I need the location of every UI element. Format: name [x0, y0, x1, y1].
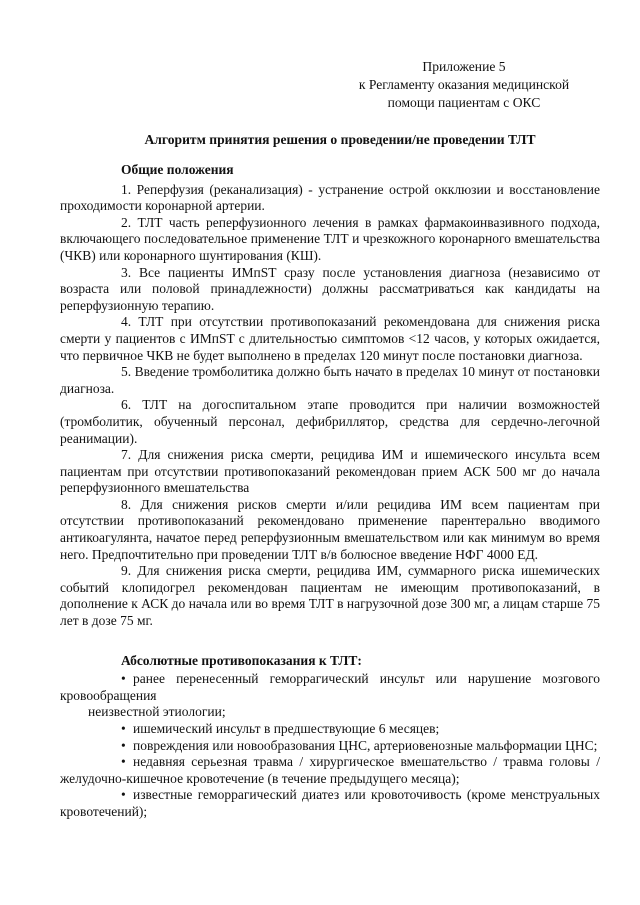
appendix-line-1: Приложение 5: [422, 59, 506, 74]
contraindication-item-4: [60, 754, 600, 787]
contraindication-item-3: [60, 738, 600, 755]
general-item-4: 4. ТЛТ при отсутствии противопоказаний рекомендована для снижения риска смерти у пациентов с ИМпST с длительностью симптомов <12 часов, у которых ожидается, что первичное ЧКВ не будет выполнено в пределах 120 минут после постановки диагноза.: [60, 314, 600, 363]
bullet-icon: •: [121, 671, 126, 687]
contraindication-item-2-text: ишемический инсульт в предшествующие 6 месяцев;: [133, 721, 440, 736]
general-provisions-heading: Общие положения: [121, 162, 234, 177]
contraindication-item-5: [60, 787, 600, 820]
contraindications-heading: Абсолютные противопоказания к ТЛТ:: [121, 652, 362, 668]
document-title: Алгоритм принятия решения о проведении/не проведении ТЛТ: [144, 132, 536, 147]
document-body: [60, 162, 600, 821]
contraindication-item-4-text: недавняя серьезная травма / хирургическое вмешательство / травма головы / желудочно-кишечное кровотечение (в течение предыдущего месяца);: [60, 754, 600, 786]
contraindication-item-1-text: ранее перенесенный геморрагический инсульт или нарушение мозгового кровообращения: [60, 671, 600, 703]
bullet-icon: •: [121, 754, 126, 770]
contraindication-item-5-text: известные геморрагический диатез или кровоточивость (кроме менструальных кровотечений);: [60, 787, 600, 819]
contraindication-item-2: [60, 721, 600, 738]
general-item-7: 7. Для снижения риска смерти, рецидива ИМ и ишемического инсульта всем пациентам при отсутствии противопоказаний рекомендован прием АСК 500 мг до начала реперфузионного вмешательства: [60, 447, 600, 496]
general-item-6: 6. ТЛТ на догоспитальном этапе проводится при наличии возможностей (тромболитик, обученный персонал, дефибриллятор, средства для сердечно-легочной реанимации).: [60, 397, 600, 446]
general-item-2: 2. ТЛТ часть реперфузионного лечения в рамках фармакоинвазивного подхода, включающего последовательное применение ТЛТ и чрезкожного коронарного вмешательства (ЧКВ) или коронарного шунтирования (КШ).: [60, 214, 600, 263]
bullet-icon: •: [121, 787, 126, 803]
bullet-icon: •: [121, 737, 126, 753]
contraindication-item-1-continuation: неизвестной этиологии;: [88, 704, 226, 720]
appendix-header: [334, 58, 594, 112]
contraindication-item-1: [60, 671, 600, 704]
general-item-3: 3. Все пациенты ИМпST сразу после установления диагноза (независимо от возраста или половой принадлежности) должны рассматриваться как кандидаты на реперфузионную терапию.: [60, 264, 600, 313]
bullet-icon: •: [121, 721, 126, 736]
general-item-1: 1. Реперфузия (реканализация) - устранение острой окклюзии и восстановление проходимости коронарной артерии.: [60, 181, 600, 214]
appendix-line-3: помощи пациентам с ОКС: [387, 95, 541, 110]
general-item-9: 9. Для снижения риска смерти, рецидива ИМ, суммарного риска ишемических событий клопидогрел рекомендован пациентам не имеющим противопоказаний, в дополнение к АСК до начала или во время ТЛТ в нагрузочной дозе 300 мг, а лицам старше 75 лет в дозе 75 мг.: [60, 563, 600, 629]
general-item-5: 5. Введение тромболитика должно быть начато в пределах 10 минут от постановки диагноза.: [60, 364, 600, 396]
general-item-8: 8. Для снижения рисков смерти и/или рецидива ИМ всем пациентам при отсутствии противопоказаний рекомендовано применение парентерально вводимого антикоагулянта, начатое перед реперфузионным вмешательством или как минимум во время него. Предпочтительно при проведении ТЛТ в/в болюсное введение НФГ 4000 ЕД.: [60, 496, 600, 562]
appendix-line-2: к Регламенту оказания медицинской: [358, 77, 570, 92]
contraindication-item-3-text: повреждения или новообразования ЦНС, артериовенозные мальформации ЦНС;: [133, 737, 598, 753]
